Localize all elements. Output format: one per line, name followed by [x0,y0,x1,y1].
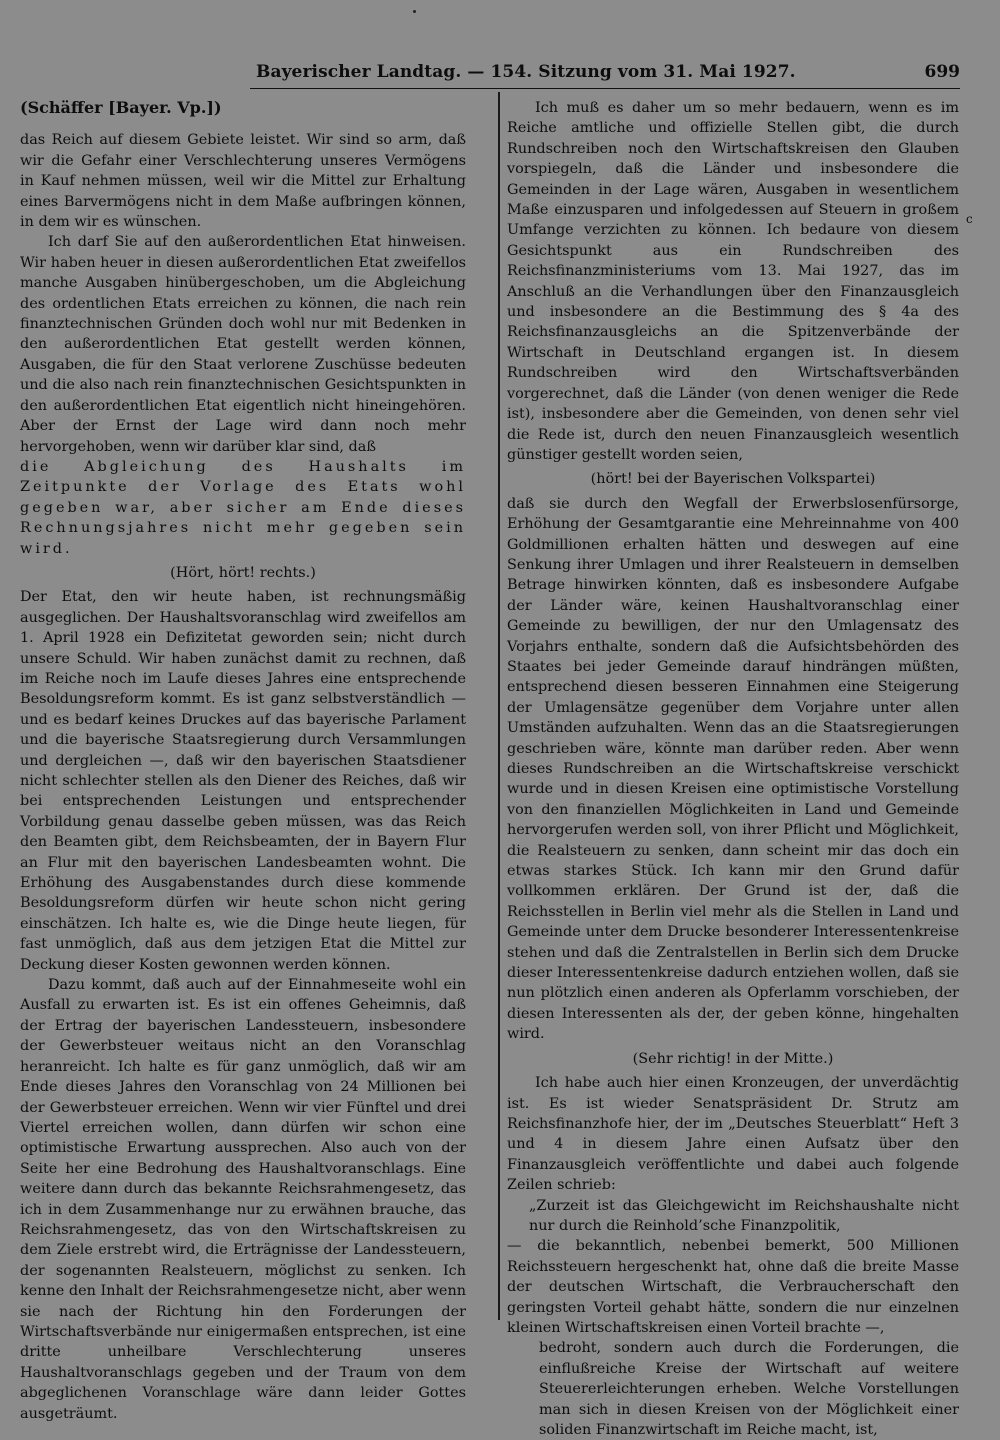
paragraph: Der Etat, den wir heute haben, ist rechnungsmäßig ausgeglichen. Der Haushaltsvoranschlag wird zweifellos am 1. April 1928 ein Defizitetat geworden sein; nicht durch unsere Schuld. Wir haben zunächst damit zu rechnen, daß im Reiche noch im Laufe dieses Jahres eine entsprechende Besoldungsreform kommt. Es ist ganz selbstverständlich — und es bedarf keines Druckes auf das bayerische Parlament und die bayerische Staatsregierung durch Versammlungen und dergleichen —, daß wir den bayerischen Staatsdiener nicht schlechter stellen als den Diener des Reiches, daß wir bei entsprechenden Leistungen und entsprechender Vorbildung genau dasselbe geben müssen, was das Reich den Beamten gibt, dem Reichsbeamten, der in Bayern Flur an Flur mit den bayerischen Landesbeamten wohnt. Die Erhöhung des Ausgabenstandes durch diese kommende Besoldungsreform dürfen wir heute schon nicht gering einschätzen. Ich halte es, wie die Dinge heute liegen, für fast unmöglich, daß aus dem jetzigen Etat die Mittel zur Deckung dieser Kosten gewonnen werden können. [20,589,466,973]
column-divider [498,92,500,1320]
speaker-heading: (Schäffer [Bayer. Vp.]) [20,98,222,117]
paragraph: das Reich auf diesem Gebiete leistet. Wir sind so arm, daß wir die Gefahr einer Verschlechterung unseres Vermögens in Kauf nehmen müssen, weil wir die Mittel zur Erhaltung eines Barvermögens nicht in dem Maße aufbringen können, in dem wir es wünschen. [20,132,466,231]
right-column [507,98,959,1440]
quotation: „Zurzeit ist das Gleichgewicht im Reichshaushalte nicht nur durch die Reinhold’sche Finanzpolitik, [529,1197,959,1234]
page-header [250,62,960,89]
interjection: (Sehr richtig! in der Mitte.) [632,1050,834,1067]
paragraph: Ich muß es daher um so mehr bedauern, wenn es im Reiche amtliche und offizielle Stellen gibt, die durch Rundschreiben noch den Wirtschaftskreisen den Glauben vorspiegeln, daß die Länder und insbesondere die Gemeinden in der Lage wären, Ausgaben in wesentlichem Maße einzusparen und infolgedessen auf Steuern in großem Umfange verzichten zu können. Ich bedaure von diesem Gesichtspunkt aus ein Rundschreiben des Reichsfinanzministeriums vom 13. Mai 1927, das im Anschluß an die Verhandlungen über den Finanzausgleich und insbesondere an die Bestimmung des § 4a des Reichsfinanzausgleichs an die Spitzenverbände der Wirtschaft in Deutschland ergangen ist. In diesem Rundschreiben wird den Wirtschaftsverbänden vorgerechnet, daß die Länder (von denen weniger die Rede ist), insbesondere aber die Gemeinden, von denen sehr viel die Rede ist, durch den neuen Finanzausgleich wesentlich günstiger gestellt worden seien, [507,100,959,463]
interjection: (hört! bei der Bayerischen Volkspartei) [590,471,876,488]
paragraph: Ich darf Sie auf den außerordentlichen Etat hinweisen. Wir haben heuer in diesen außerordentlichen Etat zweifellos manche Ausgaben hinübergeschoben, um die Abgleichung des ordentlichen Etats erreichen zu können, die nach rein finanztechnischen Gründen doch wohl nur mit Bedenken in den außerordentlichen Etat gestellt werden können, Ausgaben, die für den Staat verlorene Zuschüsse bedeuten und die also nach rein finanztechnischen Gesichtspunkten in den außerordentlichen Etat eigentlich nicht hineingehören. Aber der Ernst der Lage wird dann noch mehr hervorgehoben, wenn wir darüber klar sind, daß [20,234,466,455]
quotation: bedroht, sondern auch durch die Forderungen, die einflußreiche Kreise der Wirtschaft auf weitere Steuererleichterungen erheben. Welche Vorstellungen man sich in diesen Kreisen von der Möglichkeit einer soliden Finanzwirtschaft im Reiche macht, ist, [539,1340,959,1438]
running-head: Bayerischer Landtag. — 154. Sitzung vom 31. Mai 1927. [256,62,796,82]
margin-mark: c [966,212,973,226]
paragraph: Ich habe auch hier einen Kronzeugen, der unverdächtig ist. Es ist wieder Senatspräsident Dr. Strutz am Reichsfinanzhofe hier, der im „Deutsches Steuerblatt“ Heft 3 und 4 in diesem Jahre einen Aufsatz über den Finanzausgleich veröffentlichte und dabei auch folgende Zeilen schrieb: [507,1075,959,1194]
paragraph: — die bekanntlich, nebenbei bemerkt, 500 Millionen Reichssteuern hergeschenkt hat, ohne daß die breite Masse der deutschen Wirtschaft, die Verbraucherschaft den geringsten Vorteil gehabt hätte, sondern die nur einzelnen kleinen Wirtschaftskreisen einen Vorteil brachte —, [507,1238,959,1336]
paragraph: daß sie durch den Wegfall der Erwerbslosenfürsorge, Erhöhung der Gesamtgarantie eine Mehreinnahme von 400 Goldmillionen erhalten hätten und deswegen auf eine Senkung ihrer Umlagen und ihrer Realsteuern in demselben Betrage hinwirken könnten, daß es insbesondere Aufgabe der Länder wäre, keinen Haushaltvoranschlag einer Gemeinde zu bewilligen, der nur den Umlagensatz des Vorjahrs enthalte, sondern daß die Aufsichtsbehörden des Staates bei jeder Gemeinde darauf hindrängen müßten, entsprechend diesen besseren Einnahmen eine Steigerung der Umlagensätze gegenüber dem Vorjahre unter allen Umständen aufzuhalten. Wenn das an die Staatsregierungen geschrieben wäre, könnte man darüber reden. Aber wenn dieses Rundschreiben an die Wirtschaftskreise verschickt wurde und in diesen Kreisen eine optimistische Vorstellung von den finanziellen Möglichkeiten in Land und Gemeinde hervorgerufen werden soll, von ihrer Pflicht und Möglichkeit, die Realsteuern zu senken, dann scheint mir das doch ein etwas starkes Stück. Ich kann mir den Grund dafür vollkommen erklären. Der Grund ist der, daß die Reichsstellen in Berlin viel mehr als die Stellen in Land und Gemeinde unter dem Drucke besonderer Interessentenkreise stehen und daß die Zentralstellen in Berlin sich dem Drucke dieser Interessentenkreise dadurch entziehen wollen, daß sie nun plötzlich einen anderen als Opferlamm vorschieben, der diesen Interessenten als der, der geben könne, hingehalten wird. [507,495,959,1043]
page-number: 699 [924,62,960,82]
paragraph: Dazu kommt, daß auch auf der Einnahmeseite wohl ein Ausfall zu erwarten ist. Es ist ein offenes Geheimnis, daß der Ertrag der bayerischen Landessteuern, insbesondere der Gewerbsteuer weitaus nicht an den Voranschlag heranreicht. Ich halte es für ganz unmöglich, daß wir am Ende dieses Jahres den Voranschlag von 24 Millionen bei der Gewerbsteuer erreichen. Wenn wir vier Fünftel und drei Viertel erreichen wollen, dann dürfen wir schon eine optimistische Erwartung aussprechen. Also auch von der Seite her eine Bedrohung des Haushaltvoranschlags. Eine weitere dann durch das bekannte Reichsrahmengesetz, das ich in dem Zusammenhange nur zu erwähnen brauche, das Reichsrahmengesetz, das von den Wirtschaftskreisen zu dem Ziele erstrebt wird, die Erträgnisse der Landessteuern, der sogenannten Realsteuern, möglichst zu senken. Ich kenne den Inhalt der Reichsrahmengesetze nicht, aber wenn sie nach der Richtung hin den Forderungen der Wirtschaftsverbände nur einigermaßen entsprechen, ist eine dritte unheilbare Verschlechterung unseres Haushaltvoranschlags gegeben und der Traum von dem abgeglichenen Voranschlage wäre dann leider Gottes ausgeträumt. [20,977,466,1422]
interjection: (Hört, hört! rechts.) [170,564,316,581]
emphasized-paragraph: die Abgleichung des Haushalts im Zeitpunkte der Vorlage des Etats wohl gegeben war, aber sicher am Ende dieses Rechnungsjahres nicht mehr gegeben sein wird. [20,458,466,557]
print-speck [413,10,416,13]
left-column [20,98,466,1424]
